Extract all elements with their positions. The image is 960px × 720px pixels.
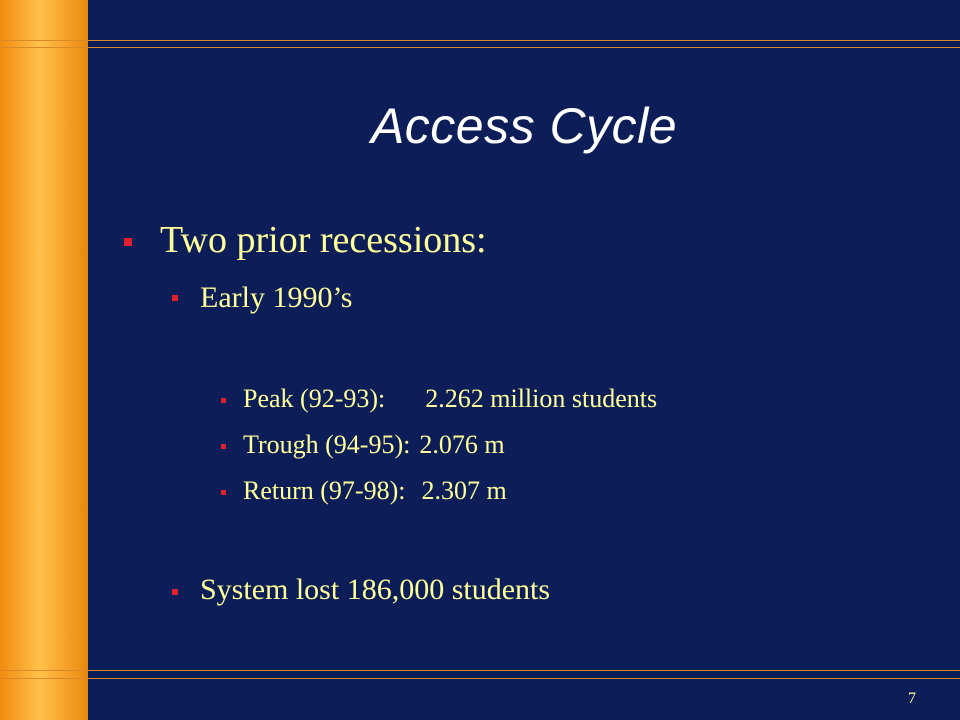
bullet-return xyxy=(243,476,507,506)
bullet-square-icon xyxy=(124,238,132,246)
bullet-two-prior-recessions: Two prior recessions: xyxy=(160,219,487,261)
bullet-peak xyxy=(243,384,657,414)
return-value: 2.307 m xyxy=(421,476,507,505)
page-number: 7 xyxy=(908,690,916,707)
bullet-square-icon xyxy=(221,398,226,403)
bullet-system-lost: System lost 186,000 students xyxy=(200,573,551,606)
peak-label: Peak (92-93): xyxy=(243,384,386,413)
bullet-square-icon xyxy=(172,295,178,301)
bottom-divider-line-2 xyxy=(0,678,960,679)
bullet-square-icon xyxy=(221,444,226,449)
trough-label: Trough (94-95): xyxy=(243,430,411,459)
orange-sidebar xyxy=(0,0,88,720)
bullet-square-icon xyxy=(172,589,178,595)
bullet-square-icon xyxy=(221,490,226,495)
return-label: Return (97-98): xyxy=(243,476,406,505)
top-divider-line xyxy=(0,40,960,41)
peak-value: 2.262 million students xyxy=(425,384,658,413)
slide-title: Access Cycle xyxy=(370,98,678,154)
bottom-divider-line xyxy=(0,670,960,671)
trough-value: 2.076 m xyxy=(419,430,505,459)
bullet-trough xyxy=(243,430,505,460)
bullet-early-1990s: Early 1990’s xyxy=(200,281,353,314)
top-divider-line-2 xyxy=(0,47,960,48)
